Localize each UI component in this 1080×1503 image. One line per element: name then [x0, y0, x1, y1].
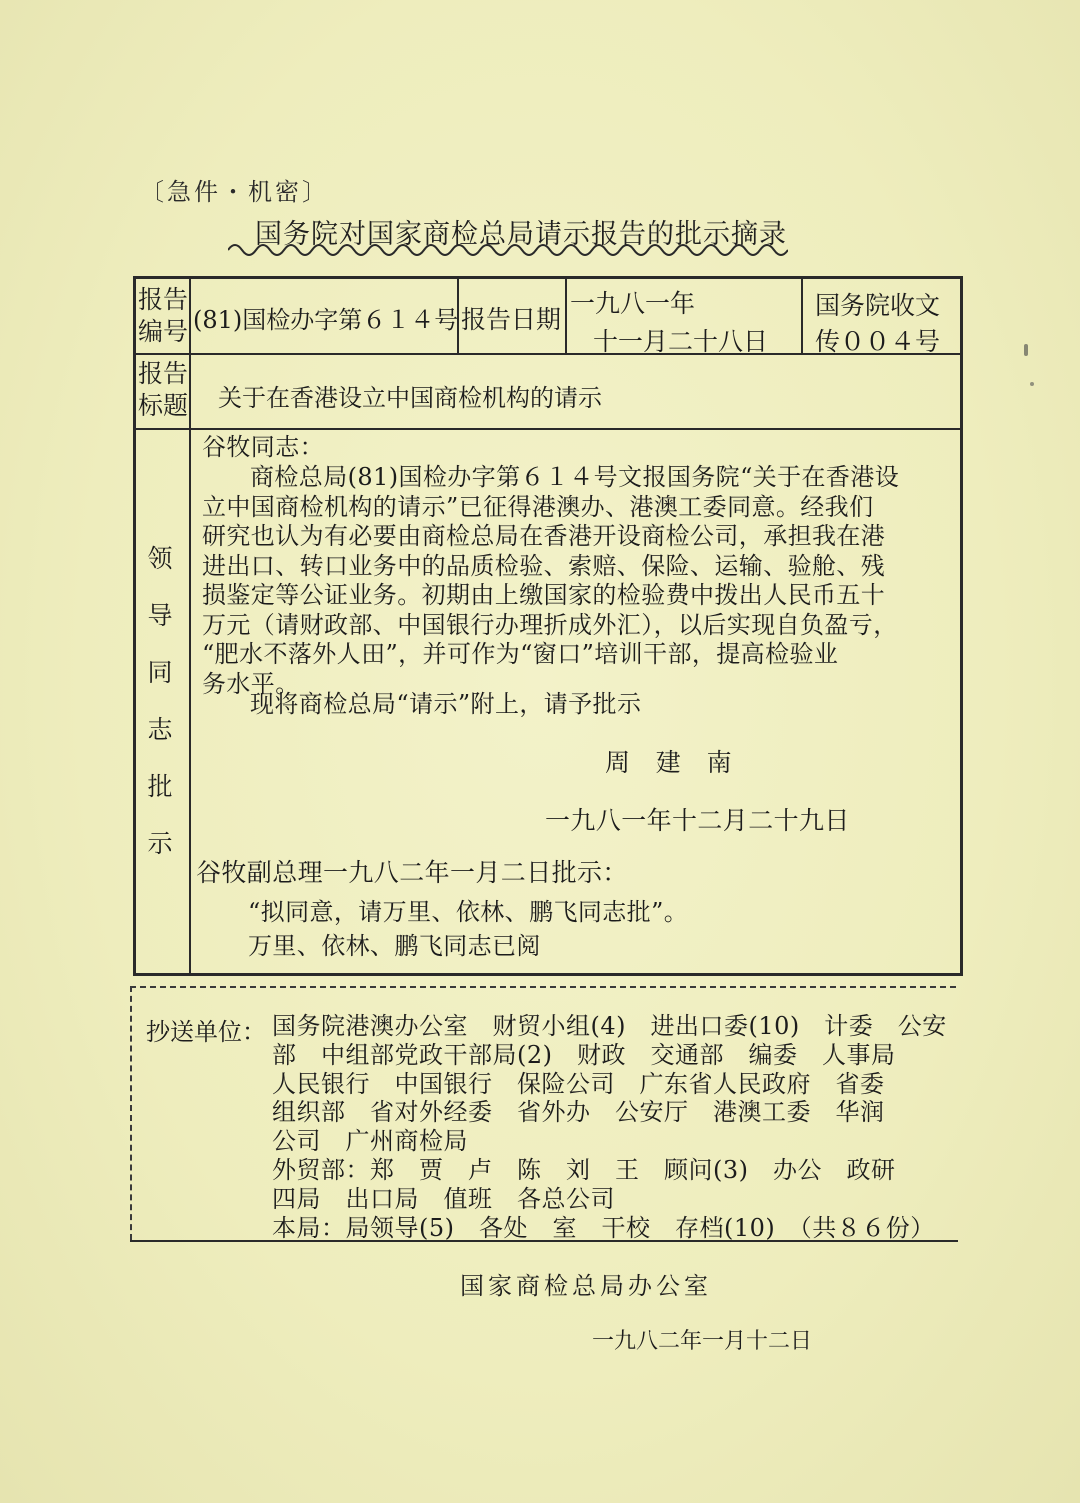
label-char: 导	[147, 601, 173, 630]
report-date-label: 报告日期	[461, 305, 562, 334]
label-char: 批	[147, 772, 173, 801]
cc-line: 外贸部：郑 贾 卢 陈 刘 王 顾问(3) 办公 政研	[272, 1155, 896, 1184]
cc-label: 抄送单位：	[146, 1018, 266, 1046]
signer-name: 周 建 南	[605, 748, 733, 777]
issuing-office: 国家商检总局办公室	[460, 1272, 712, 1300]
report-number-value: (81)国检办字第６１４号	[193, 306, 459, 334]
paragraph-line: 损鉴定等公证业务。初期由上缴国家的检验费中拨出人民币五十	[202, 581, 886, 609]
urgency-mark: 〔急件・机密〕	[140, 178, 329, 206]
cc-line: 部 中组部党政干部局(2) 财政 交通部 编委 人事局	[272, 1040, 896, 1069]
paragraph-line: 研究也认为有必要由商检总局在香港开设商检公司，承担我在港	[202, 522, 886, 550]
issue-date: 一九八二年一月十二日	[592, 1329, 813, 1354]
title-wavy-underline	[228, 236, 788, 264]
paragraph-line: 商检总局(81)国检办字第６１４号文报国务院“关于在香港设	[250, 463, 900, 491]
label-char: 领	[147, 544, 173, 573]
approval-line: 谷牧副总理一九八二年一月二日批示：	[196, 858, 628, 887]
report-title-label: 报告标题	[137, 359, 188, 420]
report-date-year: 一九八一年	[570, 289, 696, 318]
cc-top-rule	[130, 986, 956, 988]
cc-line: 国务院港澳办公室 财贸小组(4) 进出口委(10) 计委 公安	[272, 1012, 947, 1040]
table-rule	[801, 276, 803, 353]
receipt-number: 传００４号	[815, 327, 941, 356]
cc-line: 四局 出口局 值班 各总公司	[272, 1184, 615, 1213]
table-rule	[565, 276, 567, 353]
cc-line: 组织部 省对外经委 省外办 公安厅 港澳工委 华润	[272, 1098, 885, 1127]
leader-instruction-label	[140, 530, 180, 872]
salutation: 谷牧同志：	[202, 433, 324, 461]
cc-line: 人民银行 中国银行 保险公司 广东省人民政府 省委	[272, 1069, 885, 1098]
cc-bottom-rule	[130, 1240, 958, 1242]
document-title: 国务院对国家商检总局请示报告的批示摘录	[255, 219, 787, 250]
paragraph-line: 进出口、转口业务中的品质检验、索赔、保险、运输、验舱、残	[202, 551, 886, 580]
paragraph-line: 万元（请财政部、中国银行办理折成外汇），以后实现自负盈亏，	[202, 610, 898, 639]
instruction-paragraph	[202, 463, 899, 699]
ink-speck	[1024, 344, 1028, 356]
read-confirmation: 万里、依林、鹏飞同志已阅	[248, 932, 541, 960]
attachment-note: 现将商检总局“请示”附上，请予批示	[250, 690, 642, 718]
report-number-label: 报告编号	[137, 285, 188, 346]
receipt-label: 国务院收文	[815, 291, 941, 320]
label-char: 示	[147, 829, 173, 858]
approval-quote: “拟同意，请万里、依林、鹏飞同志批”。	[248, 898, 689, 926]
cc-line: 本局：局领导(5) 各处 室 干校 存档(10) （共８６份）	[272, 1213, 935, 1242]
paragraph-line: “肥水不落外人田”，并可作为“窗口”培训干部，提高检验业	[202, 640, 839, 668]
cc-recipient-list	[272, 1012, 947, 1242]
table-rule	[133, 428, 963, 430]
ink-speck	[1030, 382, 1034, 386]
paragraph-line: 务水平。	[202, 669, 300, 698]
label-char: 志	[147, 715, 173, 744]
cc-left-rule	[130, 986, 132, 1240]
report-date-day: 十一月二十八日	[593, 327, 769, 356]
report-title-value: 关于在香港设立中国商检机构的请示	[218, 384, 602, 412]
cc-line: 公司 广州商检局	[272, 1127, 468, 1156]
signature-date: 一九八一年十二月二十九日	[545, 806, 850, 835]
label-char: 同	[147, 658, 173, 687]
paragraph-line: 立中国商检机构的请示”已征得港澳办、港澳工委同意。经我们	[202, 492, 874, 521]
